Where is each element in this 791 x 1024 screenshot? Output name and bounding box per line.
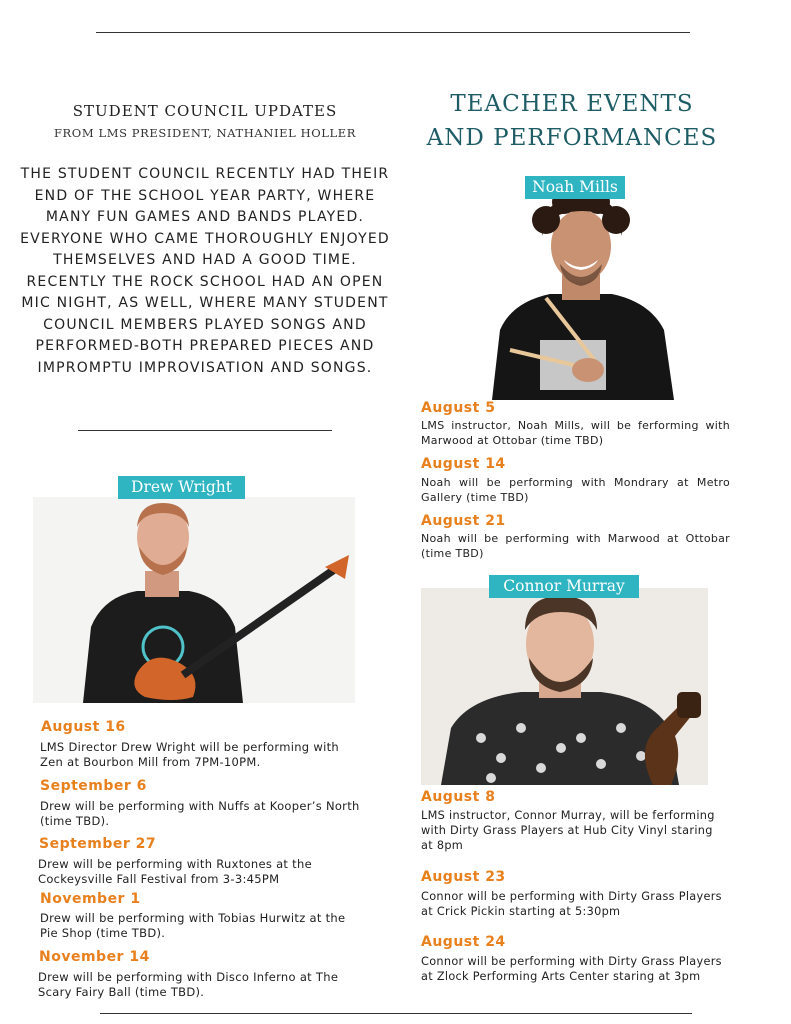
connor-murray-name-tag: Connor Murray: [489, 575, 639, 598]
drew-event-date: September 6: [40, 778, 147, 794]
connor-event-desc: Connor will be performing with Dirty Grass Players at Zlock Performing Arts Center staring at 3pm: [421, 955, 722, 983]
top-divider: [96, 32, 690, 33]
connor-event-date: August 23: [421, 869, 506, 885]
teacher-events-title-line2: AND PERFORMANCES: [426, 125, 718, 151]
drew-event-date: November 14: [39, 949, 150, 965]
bottom-divider: [100, 1013, 692, 1014]
noah-mills-name-tag: Noah Mills: [525, 176, 625, 199]
drew-event-date: September 27: [39, 836, 157, 852]
drew-event-desc: Drew will be performing with Tobias Hurwitz at the Pie Shop (time TBD).: [40, 911, 346, 940]
student-council-subtitle: FROM LMS PRESIDENT, NATHANIEL HOLLER: [53, 126, 357, 140]
noah-event-desc: Noah will be performing with Marwood at Ottobar (time TBD): [421, 532, 730, 560]
drew-event-desc: Drew will be performing with Ruxtones at the Cockeysville Fall Festival from 3-3:45PM: [38, 857, 312, 886]
connor-event-date: August 8: [421, 789, 496, 805]
connor-murray-photo: [421, 588, 708, 785]
student-council-body: THE STUDENT COUNCIL RECENTLY HAD THEIR END OF THE SCHOOL YEAR PARTY, WHERE MANY FUN GAMES AND BANDS PLAYED. EVERYONE WHO CAME THOROUGHLY ENJOYED THEMSELVES AND HAD A GOOD TIME. RECENTLY THE ROCK SCHOOL HAD AN OPEN MIC NIGHT, AS WELL, WHERE MANY STUDENT COUNCIL MEMBERS PLAYED SONGS AND PERFORMED-BOTH PREPARED PIECES AND IMPROMPTU IMPROVISATION AND SONGS.: [20, 166, 390, 376]
noah-event-date: August 21: [421, 513, 506, 529]
drew-event-desc: Drew will be performing with Nuffs at Kooper’s North (time TBD).: [40, 799, 360, 828]
noah-mills-photo: [482, 190, 680, 400]
noah-event-date: August 5: [421, 400, 496, 416]
drew-event-desc: LMS Director Drew Wright will be performing with Zen at Bourbon Mill from 7PM-10PM.: [40, 740, 339, 769]
noah-event-desc: LMS instructor, Noah Mills, will be ferforming with Marwood at Ottobar (time TBD): [421, 419, 730, 447]
noah-event-date: August 14: [421, 456, 506, 472]
drew-event-date: November 1: [40, 891, 141, 907]
teacher-events-title: [412, 87, 732, 155]
drew-wright-photo: [33, 497, 355, 703]
drew-wright-name-tag: Drew Wright: [118, 476, 245, 499]
noah-event-desc: Noah will be performing with Mondrary at Metro Gallery (time TBD): [421, 476, 730, 504]
student-council-title: STUDENT COUNCIL UPDATES: [72, 102, 338, 120]
drew-event-date: August 16: [41, 719, 126, 735]
student-council-divider: [78, 430, 332, 431]
teacher-events-title-line1: TEACHER EVENTS: [450, 91, 694, 117]
connor-event-desc: Connor will be performing with Dirty Grass Players at Crick Pickin starting at 5:30pm: [421, 890, 722, 918]
connor-event-desc: LMS instructor, Connor Murray, will be ferforming with Dirty Grass Players at Hub City Vinyl staring at 8pm: [421, 809, 715, 852]
connor-event-date: August 24: [421, 934, 506, 950]
drew-event-desc: Drew will be performing with Disco Inferno at The Scary Fairy Ball (time TBD).: [38, 970, 339, 999]
